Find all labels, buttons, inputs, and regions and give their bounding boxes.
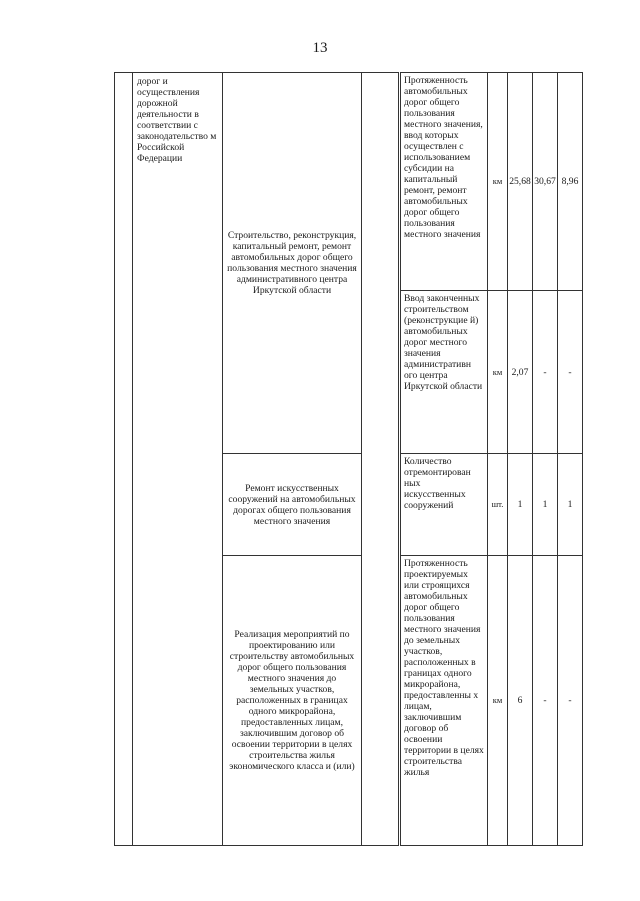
value-cell-2: - bbox=[533, 556, 558, 846]
indicator-cell: Ввод законченных строительством (реконструкцие й) автомобильных дорог местного значения административн ого центра Иркутской области bbox=[401, 291, 488, 454]
indicator-cell: Протяженность проектируемых или строящихся автомобильных дорог общего пользования местного значения до земельных участков, расположенных в границах одного микрорайона, предоставленны х лицам, заключившим договор об освоении территории в целях строительства жилья bbox=[401, 556, 488, 846]
activity-cell: Строительство, реконструкция, капитальный ремонт, ремонт автомобильных дорог общего пользования местного значения административного центра Иркутской области bbox=[223, 73, 362, 454]
unit-cell: шт. bbox=[488, 454, 508, 556]
indicator-cell: Протяженность автомобильных дорог общего пользования местного значения, ввод которых осуществлен с использованием субсидии на капитальный ремонт, ремонт автомобильных дорог общего пользования местного значения bbox=[401, 73, 488, 291]
program-table bbox=[114, 72, 583, 846]
value-cell-1: 6 bbox=[508, 556, 533, 846]
number-cell bbox=[115, 73, 133, 846]
goal-cell: дорог и осуществления дорожной деятельности в соответствии с законодательство м Российской Федерации bbox=[133, 73, 223, 846]
value-cell-3: - bbox=[558, 291, 583, 454]
indicator-cell: Количество отремонтирован ных искусственных сооружений bbox=[401, 454, 488, 556]
table-row bbox=[115, 73, 583, 291]
value-cell-3: - bbox=[558, 556, 583, 846]
unit-cell: км bbox=[488, 291, 508, 454]
value-cell-2: - bbox=[533, 291, 558, 454]
unit-cell: км bbox=[488, 73, 508, 291]
value-cell-3: 1 bbox=[558, 454, 583, 556]
page-number: 13 bbox=[312, 40, 328, 56]
value-cell-2: 1 bbox=[533, 454, 558, 556]
unit-cell: км bbox=[488, 556, 508, 846]
value-cell-2: 30,67 bbox=[533, 73, 558, 291]
value-cell-1: 2,07 bbox=[508, 291, 533, 454]
activity-cell: Ремонт искусственных сооружений на автомобильных дорогах общего пользования местного значения bbox=[223, 454, 362, 556]
value-cell-1: 25,68 bbox=[508, 73, 533, 291]
value-cell-1: 1 bbox=[508, 454, 533, 556]
empty-column-cell bbox=[362, 73, 399, 846]
value-cell-3: 8,96 bbox=[558, 73, 583, 291]
activity-cell: Реализация мероприятий по проектированию или строительству автомобильных дорог общего пользования местного значения до земельных участков, расположенных в границах одного микрорайона, предоставленных лицам, заключившим договор об освоении территории в целях строительства жилья экономического класса и (или) bbox=[223, 556, 362, 846]
